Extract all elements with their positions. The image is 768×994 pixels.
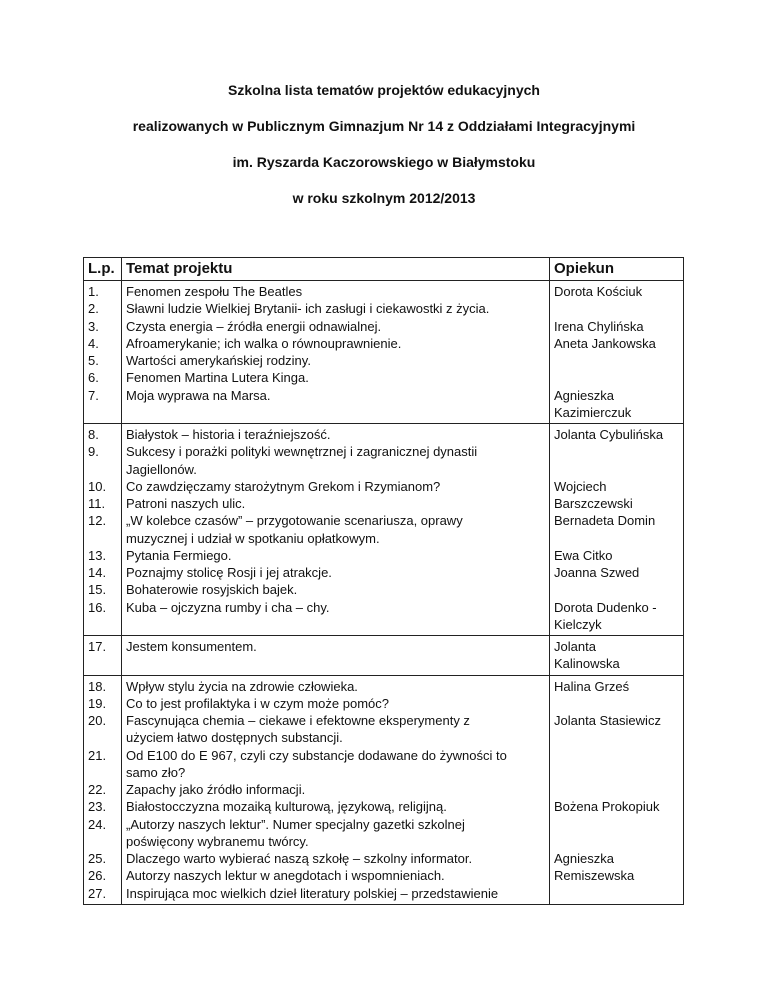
topic-cell-line: Moja wyprawa na Marsa.: [126, 387, 271, 403]
supervisor-cell: [550, 281, 684, 424]
topic-cell-line: Jagiellonów.: [126, 461, 197, 477]
topic-cell-line: „Autorzy naszych lektur”. Numer specjalny gazetki szkolnej: [126, 816, 465, 832]
topic-cell-line: [126, 616, 545, 633]
topic-cell-line: Dlaczego warto wybierać naszą szkołę – szkolny informator.: [126, 851, 473, 866]
supervisor-cell: [550, 424, 684, 636]
lp-cell-line: 25.: [88, 851, 107, 866]
supervisor-cell-line: Dorota Dudenko -: [554, 599, 657, 615]
supervisor-cell-line: Irena Chylińska: [554, 318, 644, 334]
supervisor-cell-line: [554, 530, 679, 547]
lp-cell-line: 18.: [88, 678, 107, 694]
topic-cell-line: Czysta energia – źródła energii odnawialnej.: [126, 318, 382, 334]
supervisor-cell: [550, 636, 684, 676]
topic-cell-line: poświęcony wybranemu twórcy.: [126, 833, 309, 849]
supervisor-cell-line: [554, 729, 679, 746]
lp-cell-line: [88, 616, 117, 633]
topic-cell-line: [126, 404, 545, 421]
topic-cell-line: Fascynująca chemia – ciekawe i efektowne eksperymenty z: [126, 713, 470, 728]
lp-cell-line: [88, 764, 117, 781]
table-row: [84, 675, 684, 904]
title-line-1: Szkolna lista tematów projektów edukacyjnych: [228, 82, 540, 98]
topic-cell-line: Pytania Fermiego.: [126, 547, 232, 563]
supervisor-cell-line: Agnieszka: [554, 851, 614, 866]
topic-cell-line: [126, 655, 545, 672]
supervisor-cell-line: Kielczyk: [554, 616, 602, 632]
supervisor-cell-line: [554, 833, 679, 850]
lp-cell-line: 21.: [88, 747, 107, 763]
lp-cell: [84, 675, 122, 904]
topic-cell-line: Jestem konsumentem.: [126, 639, 257, 654]
lp-cell-line: [88, 530, 117, 547]
topic-cell: [122, 636, 550, 676]
lp-cell-line: 17.: [88, 639, 107, 654]
table-header-row: [84, 258, 684, 281]
projects-table: [83, 257, 684, 905]
supervisor-cell-line: [554, 369, 679, 386]
lp-cell: [84, 424, 122, 636]
topic-cell-line: „W kolebce czasów” – przygotowanie scenariusza, oprawy: [126, 513, 463, 529]
topic-cell-line: użyciem łatwo dostępnych substancji.: [126, 730, 343, 746]
lp-cell-line: 5.: [88, 353, 99, 368]
topic-cell-line: Bohaterowie rosyjskich bajek.: [126, 582, 298, 598]
lp-cell-line: 13.: [88, 547, 107, 563]
supervisor-cell-line: Bożena Prokopiuk: [554, 799, 660, 815]
topic-cell-line: Kuba – ojczyzna rumby i cha – chy.: [126, 599, 330, 615]
supervisor-cell-line: [554, 300, 679, 317]
topic-cell-line: Co to jest profilaktyka i w czym może pomóc?: [126, 695, 389, 711]
topic-cell-line: Fenomen zespołu The Beatles: [126, 284, 303, 299]
supervisor-cell-line: [554, 885, 679, 902]
topic-cell-line: Autorzy naszych lektur w anegdotach i wspomnieniach.: [126, 868, 445, 884]
lp-cell-line: 11.: [88, 496, 106, 511]
lp-cell: [84, 281, 122, 424]
topic-cell-line: Wartości amerykańskiej rodziny.: [126, 353, 311, 368]
lp-cell-line: [88, 461, 117, 478]
topic-cell-line: Zapachy jako źródło informacji.: [126, 782, 306, 797]
lp-cell-line: 2.: [88, 301, 99, 317]
supervisor-cell-line: Kalinowska: [554, 656, 620, 672]
supervisor-cell-line: Joanna Szwed: [554, 565, 640, 580]
lp-cell-line: 27.: [88, 885, 107, 901]
supervisor-cell-line: Remiszewska: [554, 868, 635, 884]
supervisor-cell-line: [554, 764, 679, 781]
title-line-4: w roku szkolnym 2012/2013: [292, 190, 476, 206]
supervisor-cell-line: Aneta Jankowska: [554, 335, 656, 351]
topic-cell-line: samo zło?: [126, 764, 186, 780]
supervisor-cell-line: Jolanta Cybulińska: [554, 427, 664, 442]
topic-cell-line: Inspirująca moc wielkich dzieł literatury polskiej – przedstawienie: [126, 885, 499, 901]
supervisor-cell-line: Dorota Kościuk: [554, 284, 643, 299]
document-header: [0, 72, 768, 216]
lp-cell-line: [88, 655, 117, 672]
lp-cell-line: 16.: [88, 599, 107, 615]
topic-cell: [122, 424, 550, 636]
supervisor-cell-line: [554, 781, 679, 798]
lp-cell-line: 1.: [88, 284, 99, 299]
supervisor-cell-line: Wojciech: [554, 478, 607, 494]
topic-cell-line: Od E100 do E 967, czyli czy substancje dodawane do żywności to: [126, 747, 507, 763]
lp-cell-line: 4.: [88, 335, 99, 351]
supervisor-cell-line: Ewa Citko: [554, 547, 613, 563]
table-row: [84, 424, 684, 636]
lp-cell-line: 24.: [88, 816, 107, 832]
supervisor-cell-line: Jolanta Stasiewicz: [554, 713, 661, 728]
supervisor-cell-line: Halina Grześ: [554, 678, 630, 694]
supervisor-cell-line: Jolanta: [554, 639, 596, 654]
table-row: [84, 281, 684, 424]
supervisor-cell-line: [554, 352, 679, 369]
supervisor-cell-line: [554, 695, 679, 712]
lp-cell-line: 15.: [88, 582, 107, 598]
lp-cell-line: 26.: [88, 868, 107, 884]
supervisor-cell-line: Bernadeta Domin: [554, 513, 656, 529]
topic-cell-line: Sukcesy i porażki polityki wewnętrznej i zagranicznej dynastii: [126, 444, 478, 460]
lp-cell-line: [88, 404, 117, 421]
title-line-3: im. Ryszarda Kaczorowskiego w Białymstoku: [232, 154, 536, 170]
header-lp: L.p.: [84, 258, 122, 281]
lp-cell-line: 8.: [88, 427, 99, 442]
header-opiekun: Opiekun: [550, 258, 684, 281]
lp-cell-line: 10.: [88, 478, 107, 494]
supervisor-cell-line: [554, 443, 679, 460]
lp-cell-line: 3.: [88, 318, 99, 334]
supervisor-cell-line: Kazimierczuk: [554, 404, 632, 420]
topic-cell-line: Fenomen Martina Lutera Kinga.: [126, 370, 309, 386]
lp-cell: [84, 636, 122, 676]
topic-cell-line: Sławni ludzie Wielkiej Brytanii- ich zasługi i ciekawostki z życia.: [126, 301, 490, 317]
topic-cell-line: Białostocczyzna mozaiką kulturową, językową, religijną.: [126, 799, 447, 815]
topic-cell: [122, 281, 550, 424]
topic-cell-line: Afroamerykanie; ich walka o równouprawnienie.: [126, 335, 402, 351]
lp-cell-line: 12.: [88, 513, 107, 529]
title-line-2: realizowanych w Publicznym Gimnazjum Nr 14 z Oddziałami Integracyjnymi: [132, 118, 636, 134]
topic-cell-line: Patroni naszych ulic.: [126, 496, 246, 511]
topic-cell-line: Wpływ stylu życia na zdrowie człowieka.: [126, 678, 358, 694]
lp-cell-line: 19.: [88, 695, 107, 711]
supervisor-cell-line: Barszczewski: [554, 496, 633, 511]
supervisor-cell: [550, 675, 684, 904]
lp-cell-line: [88, 729, 117, 746]
supervisor-cell-line: Agnieszka: [554, 387, 614, 403]
header-temat: Temat projektu: [122, 258, 550, 281]
lp-cell-line: 9.: [88, 444, 99, 460]
lp-cell-line: [88, 833, 117, 850]
lp-cell-line: 23.: [88, 799, 107, 815]
lp-cell-line: 7.: [88, 387, 99, 403]
lp-cell-line: 20.: [88, 713, 107, 728]
supervisor-cell-line: [554, 581, 679, 598]
supervisor-cell-line: [554, 461, 679, 478]
topic-cell-line: Poznajmy stolicę Rosji i jej atrakcje.: [126, 565, 332, 580]
topic-cell-line: Co zawdzięczamy starożytnym Grekom i Rzymianom?: [126, 478, 441, 494]
supervisor-cell-line: [554, 747, 679, 764]
topic-cell-line: muzycznej i udział w spotkaniu opłatkowym.: [126, 530, 380, 546]
supervisor-cell-line: [554, 816, 679, 833]
topic-cell-line: Białystok – historia i teraźniejszość.: [126, 427, 331, 442]
lp-cell-line: 14.: [88, 565, 107, 580]
topic-cell: [122, 675, 550, 904]
lp-cell-line: 22.: [88, 782, 107, 797]
table-row: [84, 636, 684, 676]
lp-cell-line: 6.: [88, 370, 99, 386]
